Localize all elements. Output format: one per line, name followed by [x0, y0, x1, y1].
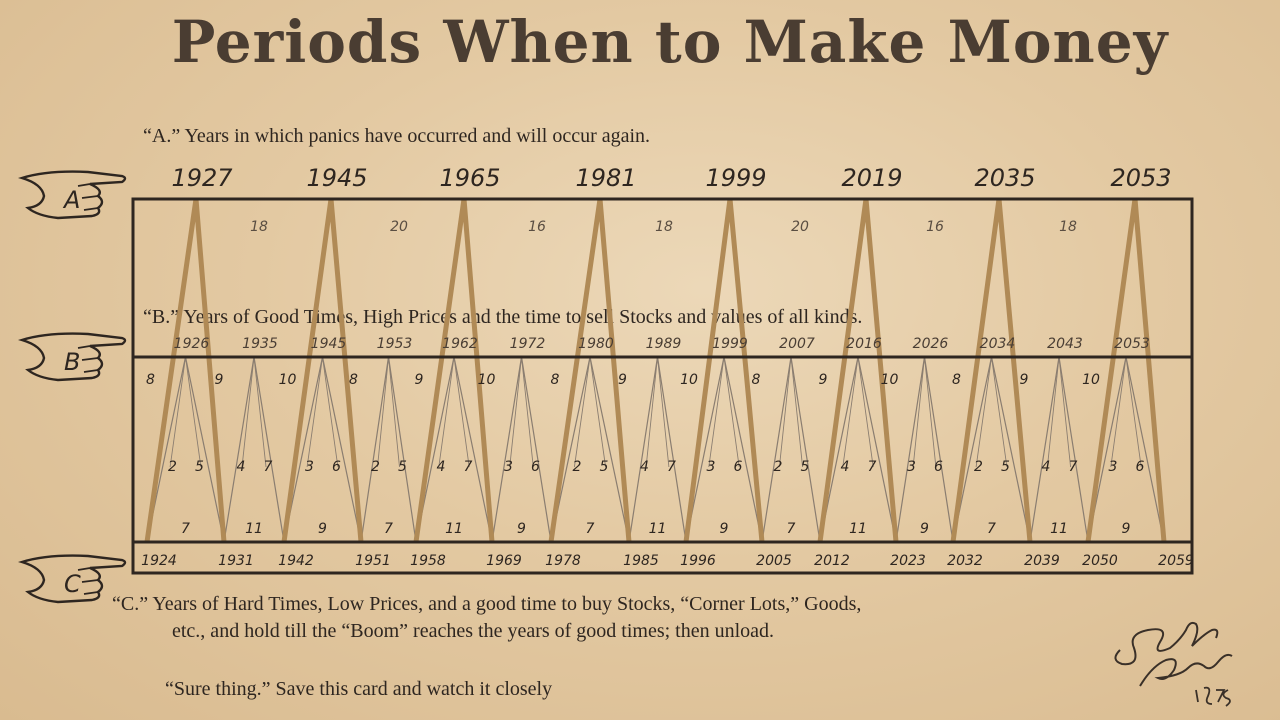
b-side-number: 9: [1019, 372, 1029, 388]
inner-number-left: 3: [305, 459, 314, 475]
b-duration-number: 9: [1121, 521, 1131, 537]
c-year-label: 1931: [218, 553, 254, 569]
b-inner-line: [170, 357, 201, 467]
b-year-label: 2026: [912, 336, 949, 352]
b-cycle-triangle: [492, 357, 551, 542]
caption-c-line1: “C.” Years of Hard Times, Low Prices, and a good time to buy Stocks, “Corner Lots,” Goods,: [112, 593, 862, 615]
a-cycle-triangle: [147, 199, 224, 542]
b-duration-number: 9: [517, 521, 526, 537]
b-side-number: 10: [477, 372, 496, 388]
b-side-number: 8: [349, 372, 358, 388]
inner-number-left: 2: [974, 459, 983, 475]
a-cycle-triangle: [820, 199, 896, 542]
c-year-label: 1985: [623, 553, 659, 569]
marker-b-label: B: [64, 348, 81, 376]
b-inner-line: [709, 357, 739, 467]
b-year-label: 1989: [645, 336, 682, 352]
a-year-label: 1945: [306, 164, 368, 192]
b-cycle-triangle: [224, 357, 284, 542]
inner-number-right: 5: [398, 459, 407, 475]
b-inner-line: [307, 357, 338, 467]
inner-number-left: 2: [572, 459, 582, 475]
b-duration-number: 7: [585, 521, 595, 537]
a-gap-label: 18: [250, 219, 268, 235]
b-inner-line: [843, 357, 873, 467]
inner-number-left: 4: [436, 459, 446, 475]
c-year-label: 2050: [1082, 553, 1118, 569]
c-year-label: 1958: [410, 553, 446, 569]
c-year-label: 2005: [756, 553, 792, 569]
inner-number-right: 7: [463, 459, 473, 475]
a-cycle-triangle: [686, 199, 762, 542]
inner-number-right: 7: [263, 459, 273, 475]
a-year-label: 2053: [1110, 164, 1172, 192]
a-year-label: 1965: [439, 164, 501, 192]
a-year-label: 1999: [705, 164, 767, 192]
b-duration-number: 7: [987, 521, 996, 537]
b-duration-number: 11: [648, 521, 667, 537]
inner-number-right: 6: [934, 459, 943, 475]
b-cycle-triangle: [361, 357, 416, 542]
a-year-label: 1927: [171, 164, 233, 192]
b-side-number: 9: [414, 372, 424, 388]
c-year-label: 1978: [545, 553, 581, 569]
inner-number-right: 5: [599, 459, 609, 475]
b-duration-number: 11: [445, 521, 463, 537]
inner-number-right: 6: [531, 459, 540, 475]
a-gap-label: 16: [528, 219, 546, 235]
marker-a-label: A: [64, 186, 81, 214]
inner-number-left: 4: [236, 459, 246, 475]
b-year-label: 2007: [779, 336, 815, 352]
b-inner-line: [976, 357, 1007, 467]
inner-number-left: 3: [1108, 459, 1118, 475]
inner-number-left: 2: [168, 459, 177, 475]
b-year-label: 2034: [979, 336, 1016, 352]
b-duration-number: 11: [849, 521, 867, 537]
caption-c-line2: etc., and hold till the “Boom” reaches the years of good times; then unload.: [172, 620, 775, 642]
a-gap-label: 16: [926, 219, 944, 235]
b-duration-number: 7: [786, 521, 796, 537]
b-year-label: 1926: [173, 336, 210, 352]
b-duration-number: 9: [318, 521, 327, 537]
b-side-number: 10: [680, 372, 698, 388]
inner-number-left: 4: [1041, 459, 1051, 475]
c-year-label: 2059: [1158, 553, 1194, 569]
b-duration-number: 7: [181, 521, 190, 537]
c-year-label: 1924: [141, 553, 177, 569]
c-year-label: 1996: [680, 553, 716, 569]
b-duration-number: 7: [384, 521, 393, 537]
page-title: Periods When to Make Money: [171, 8, 1169, 76]
inner-number-right: 6: [332, 459, 341, 475]
b-inner-line: [574, 357, 605, 467]
c-year-label: 2039: [1024, 553, 1060, 569]
a-cycle-triangle: [953, 199, 1030, 542]
signature-icon: [1100, 590, 1250, 710]
b-cycle-triangle: [762, 357, 820, 542]
b-side-number: 10: [278, 372, 297, 388]
inner-number-left: 4: [840, 459, 850, 475]
a-gap-label: 20: [390, 219, 408, 235]
inner-number-left: 3: [504, 459, 513, 475]
c-year-label: 2032: [947, 553, 983, 569]
a-year-label: 2019: [841, 164, 903, 192]
b-duration-number: 11: [245, 521, 263, 537]
inner-number-right: 7: [1068, 459, 1078, 475]
b-year-label: 1999: [712, 336, 748, 352]
b-duration-number: 9: [920, 521, 929, 537]
b-cycle-triangle: [896, 357, 953, 542]
b-year-label: 1953: [376, 336, 413, 352]
b-side-number: 9: [818, 372, 828, 388]
b-inner-line: [1111, 357, 1141, 467]
b-cycle-triangle: [1030, 357, 1088, 542]
b-side-number: 9: [618, 372, 627, 388]
inner-number-left: 3: [706, 459, 716, 475]
inner-number-right: 7: [667, 459, 676, 475]
b-side-number: 8: [952, 372, 961, 388]
c-year-label: 1969: [486, 553, 522, 569]
b-year-label: 1972: [509, 336, 546, 352]
a-gap-label: 18: [655, 219, 673, 235]
a-year-label: 1981: [575, 164, 637, 192]
b-year-label: 1935: [242, 336, 278, 352]
inner-number-left: 3: [907, 459, 916, 475]
c-year-label: 2023: [890, 553, 926, 569]
b-year-label: 1962: [442, 336, 478, 352]
inner-number-left: 4: [640, 459, 649, 475]
caption-a: “A.” Years in which panics have occurred and will occur again.: [143, 125, 651, 147]
b-year-label: 2016: [846, 336, 882, 352]
a-gap-label: 20: [791, 219, 809, 235]
inner-number-right: 5: [195, 459, 204, 475]
inner-number-left: 2: [773, 459, 783, 475]
inner-number-right: 7: [867, 459, 877, 475]
caption-b: “B.” Years of Good Times, High Prices and the time to sell Stocks and values of all kinds.: [143, 306, 863, 328]
a-year-label: 2035: [974, 164, 1036, 192]
b-side-number: 8: [550, 372, 560, 388]
b-side-number: 10: [1082, 372, 1100, 388]
b-year-label: 2053: [1114, 336, 1150, 352]
b-year-label: 2043: [1047, 336, 1083, 352]
b-duration-number: 11: [1050, 521, 1068, 537]
c-year-label: 1942: [278, 553, 314, 569]
a-cycle-triangle: [284, 199, 361, 542]
inner-number-right: 5: [800, 459, 810, 475]
inner-number-right: 6: [733, 459, 743, 475]
a-cycle-triangle: [551, 199, 629, 542]
b-side-number: 10: [880, 372, 899, 388]
b-cycle-triangle: [629, 357, 686, 542]
inner-number-right: 6: [1135, 459, 1145, 475]
b-side-number: 8: [751, 372, 761, 388]
inner-number-left: 2: [371, 459, 380, 475]
footer-note: “Sure thing.” Save this card and watch it closely: [165, 678, 553, 700]
marker-c-label: C: [64, 570, 81, 598]
inner-number-right: 5: [1001, 459, 1010, 475]
c-year-label: 1951: [355, 553, 391, 569]
c-year-label: 2012: [814, 553, 850, 569]
a-gap-label: 18: [1059, 219, 1077, 235]
b-side-number: 8: [146, 372, 155, 388]
b-year-label: 1945: [310, 336, 347, 352]
b-year-label: 1980: [578, 336, 614, 352]
a-cycle-triangle: [1088, 199, 1164, 542]
b-duration-number: 9: [719, 521, 729, 537]
a-cycle-triangle: [416, 199, 492, 542]
b-inner-line: [439, 357, 469, 467]
b-side-number: 9: [214, 372, 224, 388]
